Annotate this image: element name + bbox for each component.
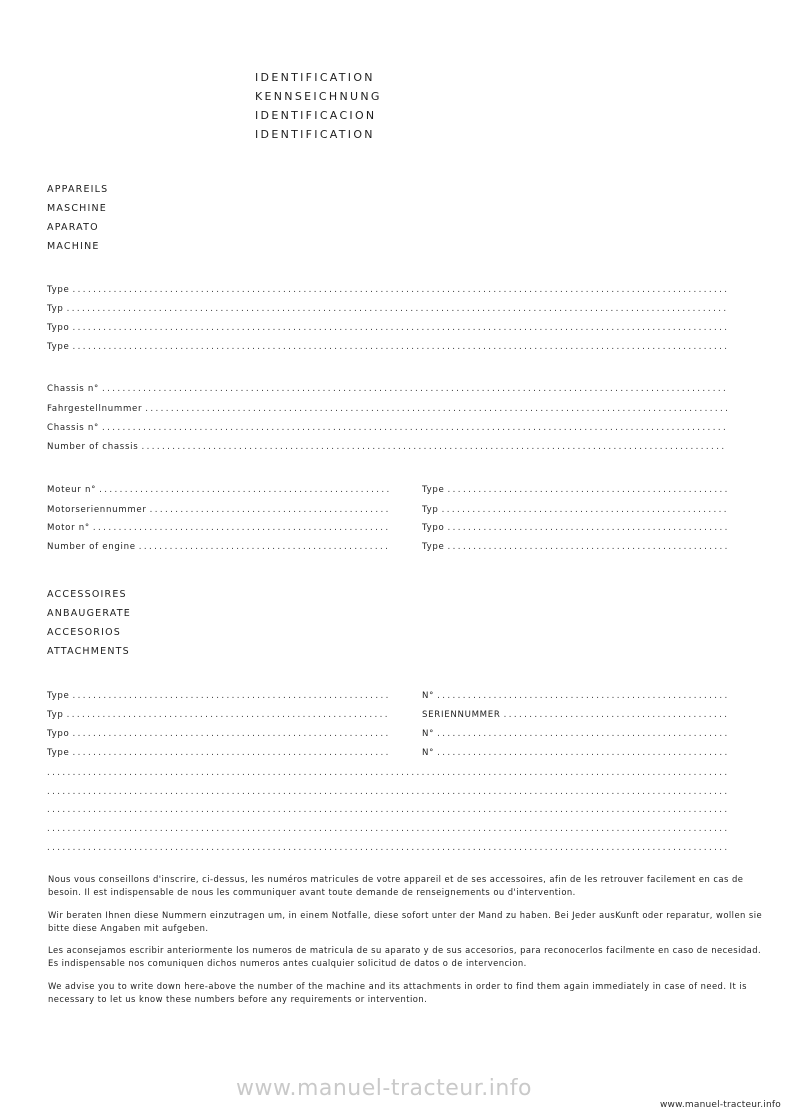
dotted-fill-line [448, 521, 728, 535]
dotted-fill-line [99, 483, 390, 497]
form-title [255, 68, 575, 144]
dotted-fill-line [141, 440, 727, 454]
engine-field-label: Moteur n° [47, 485, 97, 495]
dotted-fill-line [139, 540, 390, 554]
type-field-label: Type [47, 342, 70, 352]
instruction-paragraph-en: We advise you to write down here-above the number of the machine and its attachments in order to find them again immediately in case of need. It is necessary to let us know these numbers before any requirements or intervention. [48, 980, 747, 1004]
accessory-type-field-row[interactable] [47, 689, 390, 703]
accessory-label: ANBAUGERATE [47, 608, 131, 619]
accessory-type-field-row[interactable] [47, 708, 390, 722]
dotted-fill-line [73, 746, 390, 760]
site-watermark-small: www.manuel-tracteur.info [660, 1100, 781, 1110]
title-line: IDENTIFICACION [255, 109, 377, 122]
dotted-fill-line [47, 785, 727, 799]
dotted-fill-line [448, 483, 728, 497]
type-field-label: Typ [47, 304, 64, 314]
engine-number-field-row[interactable] [47, 540, 390, 554]
type-field-row[interactable] [47, 302, 727, 316]
blank-dotted-line[interactable] [47, 841, 727, 855]
engine-type-field-row[interactable] [422, 521, 728, 535]
accessories-section-heading [47, 585, 131, 661]
dotted-fill-line [93, 521, 390, 535]
engine-type-label: Type [422, 542, 445, 552]
accessory-type-label: Typ [47, 710, 64, 720]
accessory-number-label: N° [422, 691, 435, 701]
accessory-type-label: Type [47, 691, 70, 701]
dotted-fill-line [150, 503, 390, 517]
dotted-fill-line [73, 689, 390, 703]
engine-number-field-row[interactable] [47, 503, 390, 517]
blank-dotted-line[interactable] [47, 803, 727, 817]
chassis-field-row[interactable] [47, 421, 727, 435]
accessory-number-field-row[interactable] [422, 689, 728, 703]
engine-type-label: Typo [422, 523, 445, 533]
type-field-row[interactable] [47, 321, 727, 335]
engine-type-field-row[interactable] [422, 503, 728, 517]
type-field-label: Typo [47, 323, 70, 333]
site-watermark: www.manuel-tracteur.info [236, 1076, 532, 1101]
accessory-number-field-row[interactable] [422, 708, 728, 722]
engine-type-field-row[interactable] [422, 540, 728, 554]
accessory-type-field-row[interactable] [47, 746, 390, 760]
dotted-fill-line [437, 689, 728, 703]
chassis-field-row[interactable] [47, 440, 727, 454]
blank-dotted-line[interactable] [47, 785, 727, 799]
accessory-type-label: Type [47, 748, 70, 758]
engine-number-field-row[interactable] [47, 521, 390, 535]
accessory-label: ACCESORIOS [47, 627, 122, 638]
dotted-fill-line [67, 302, 727, 316]
dotted-fill-line [47, 822, 727, 836]
machine-section-heading [47, 180, 108, 256]
dotted-fill-line [437, 727, 728, 741]
blank-dotted-line[interactable] [47, 766, 727, 780]
engine-field-label: Number of engine [47, 542, 136, 552]
type-field-row[interactable] [47, 283, 727, 297]
instruction-paragraph-es: Les aconsejamos escribir anteriormente los numeros de matricula de su aparato y de sus accesorios, para reconocerlos facilmente en caso de necesidad. Es indispensable nos comuniquen dichos numeros antes cualquier solicitud de datos o de intervencion. [48, 945, 762, 968]
instruction-paragraph-fr: Nous vous conseillons d'inscrire, ci-dessus, les numéros matricules de votre appareil et de ses accessoires, afin de les retrouver facilement en cas de besoin. Il est indispensable de nous les communiquer avant toute demande de renseignements ou d'intervention. [48, 874, 744, 897]
accessory-type-field-row[interactable] [47, 727, 390, 741]
accessory-number-field-row[interactable] [422, 746, 728, 760]
type-field-label: Type [47, 285, 70, 295]
engine-type-label: Typ [422, 505, 439, 515]
dotted-fill-line [437, 746, 728, 760]
machine-label: APARATO [47, 222, 99, 233]
chassis-field-row[interactable] [47, 402, 727, 416]
instruction-paragraph-de: Wir beraten Ihnen diese Nummern einzutragen um, in einem Notfalle, diese sofort unter der Mand zu haben. Bei Jeder ausKunft oder reparatur, wollen sie bitte diese Angaben mit aufgeben. [48, 909, 763, 933]
chassis-field-label: Chassis n° [47, 423, 100, 433]
dotted-fill-line [73, 283, 727, 297]
chassis-field-row[interactable] [47, 382, 727, 396]
machine-label: APPAREILS [47, 184, 109, 195]
dotted-fill-line [67, 708, 390, 722]
accessory-type-label: Typo [47, 729, 70, 739]
accessory-label: ACCESSOIRES [47, 589, 127, 600]
title-line: KENNSEICHNUNG [255, 90, 382, 103]
dotted-fill-line [73, 340, 727, 354]
dotted-fill-line [442, 503, 728, 517]
engine-field-label: Motorseriennummer [47, 505, 147, 515]
dotted-fill-line [102, 382, 727, 396]
machine-label: MASCHINE [47, 203, 108, 214]
instructions-block [48, 873, 768, 1015]
type-field-row[interactable] [47, 340, 727, 354]
blank-dotted-line[interactable] [47, 822, 727, 836]
accessory-number-label: N° [422, 729, 435, 739]
engine-type-field-row[interactable] [422, 483, 728, 497]
title-line: IDENTIFICATION [255, 71, 375, 84]
accessory-number-label: SERIENNUMMER [422, 710, 501, 720]
dotted-fill-line [145, 402, 727, 416]
accessory-number-field-row[interactable] [422, 727, 728, 741]
dotted-fill-line [73, 727, 390, 741]
dotted-fill-line [504, 708, 728, 722]
accessory-number-label: N° [422, 748, 435, 758]
engine-type-label: Type [422, 485, 445, 495]
dotted-fill-line [448, 540, 728, 554]
dotted-fill-line [47, 841, 727, 855]
accessory-label: ATTACHMENTS [47, 646, 130, 657]
dotted-fill-line [47, 803, 727, 817]
machine-label: MACHINE [47, 241, 100, 252]
title-line: IDENTIFICATION [255, 128, 375, 141]
chassis-field-label: Fahrgestellnummer [47, 404, 143, 414]
dotted-fill-line [102, 421, 727, 435]
dotted-fill-line [73, 321, 727, 335]
engine-number-field-row[interactable] [47, 483, 390, 497]
dotted-fill-line [47, 766, 727, 780]
chassis-field-label: Number of chassis [47, 442, 139, 452]
chassis-field-label: Chassis n° [47, 384, 100, 394]
engine-field-label: Motor n° [47, 523, 90, 533]
